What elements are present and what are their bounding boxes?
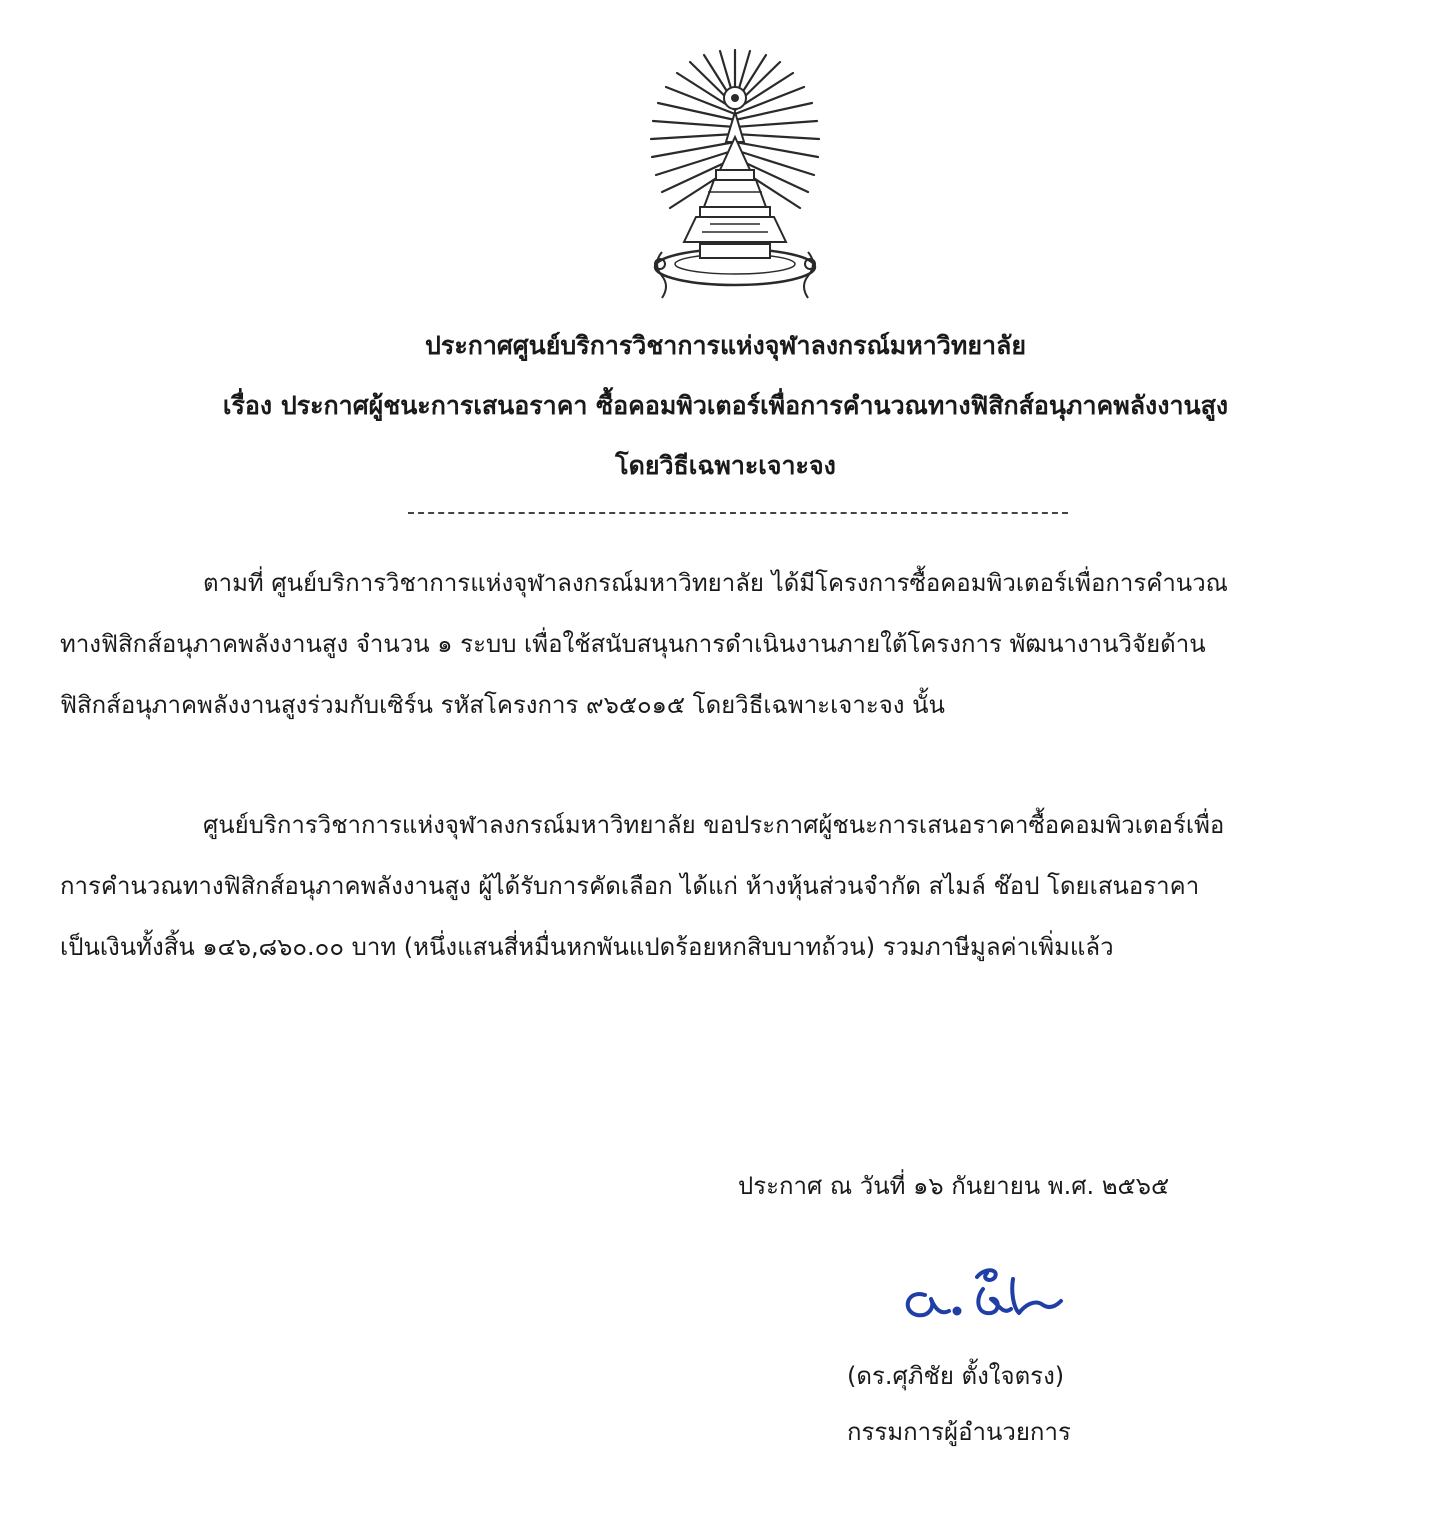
separator-dashes (408, 512, 1068, 514)
announcement-heading (0, 316, 1451, 496)
heading-method: โดยวิธีเฉพาะเจาะจง (615, 451, 836, 480)
paragraph-line: ฟิสิกส์อนุภาคพลังงานสูงร่วมกับเซิร์น รหัสโครงการ ๙๖๕๐๑๕ โดยวิธีเฉพาะเจาะจง นั้น (60, 691, 945, 719)
signer-title: กรรมการผู้อำนวยการ (847, 1418, 1071, 1446)
paragraph-line: ทางฟิสิกส์อนุภาคพลังงานสูง จำนวน ๑ ระบบ เพื่อใช้สนับสนุนการดำเนินงานภายใต้โครงการ พัฒนางานวิจัยด้าน (60, 630, 1206, 658)
paragraph-line: การคำนวณทางฟิสิกส์อนุภาคพลังงานสูง ผู้ได้รับการคัดเลือก ได้แก่ ห้างหุ้นส่วนจำกัด สไมล์ ช๊อป โดยเสนอราคา (60, 872, 1200, 900)
heading-title: ประกาศศูนย์บริการวิชาการแห่งจุฬาลงกรณ์มหาวิทยาลัย (425, 331, 1026, 360)
handwritten-signature-icon (895, 1255, 1085, 1330)
announcement-date: ประกาศ ณ วันที่ ๑๖ กันยายน พ.ศ. ๒๕๖๕ (738, 1172, 1170, 1200)
signer-name: (ดร.ศุภิชัย ตั้งใจตรง) (847, 1362, 1065, 1390)
paragraph-line: เป็นเงินทั้งสิ้น ๑๔๖,๘๖๐.๐๐ บาท (หนึ่งแสนสี่หมื่นหกพันแปดร้อยหกสิบบาทถ้วน) รวมภาษีมูลค่าเพิ่มแล้ว (60, 933, 1114, 961)
paragraph-line: ตามที่ ศูนย์บริการวิชาการแห่งจุฬาลงกรณ์มหาวิทยาลัย ได้มีโครงการซื้อคอมพิวเตอร์เพื่อการคำนวณ (203, 569, 1228, 597)
phra-kiao-emblem-icon (640, 42, 830, 307)
signer-block (847, 1348, 1071, 1460)
paragraph-line: ศูนย์บริการวิชาการแห่งจุฬาลงกรณ์มหาวิทยาลัย ขอประกาศผู้ชนะการเสนอราคาซื้อคอมพิวเตอร์เพื่อ (203, 811, 1225, 839)
heading-subject: เรื่อง ประกาศผู้ชนะการเสนอราคา ซื้อคอมพิวเตอร์เพื่อการคำนวณทางฟิสิกส์อนุภาคพลังงานสูง (222, 391, 1229, 420)
paragraph-project (60, 553, 1370, 736)
paragraph-winner (60, 795, 1370, 978)
